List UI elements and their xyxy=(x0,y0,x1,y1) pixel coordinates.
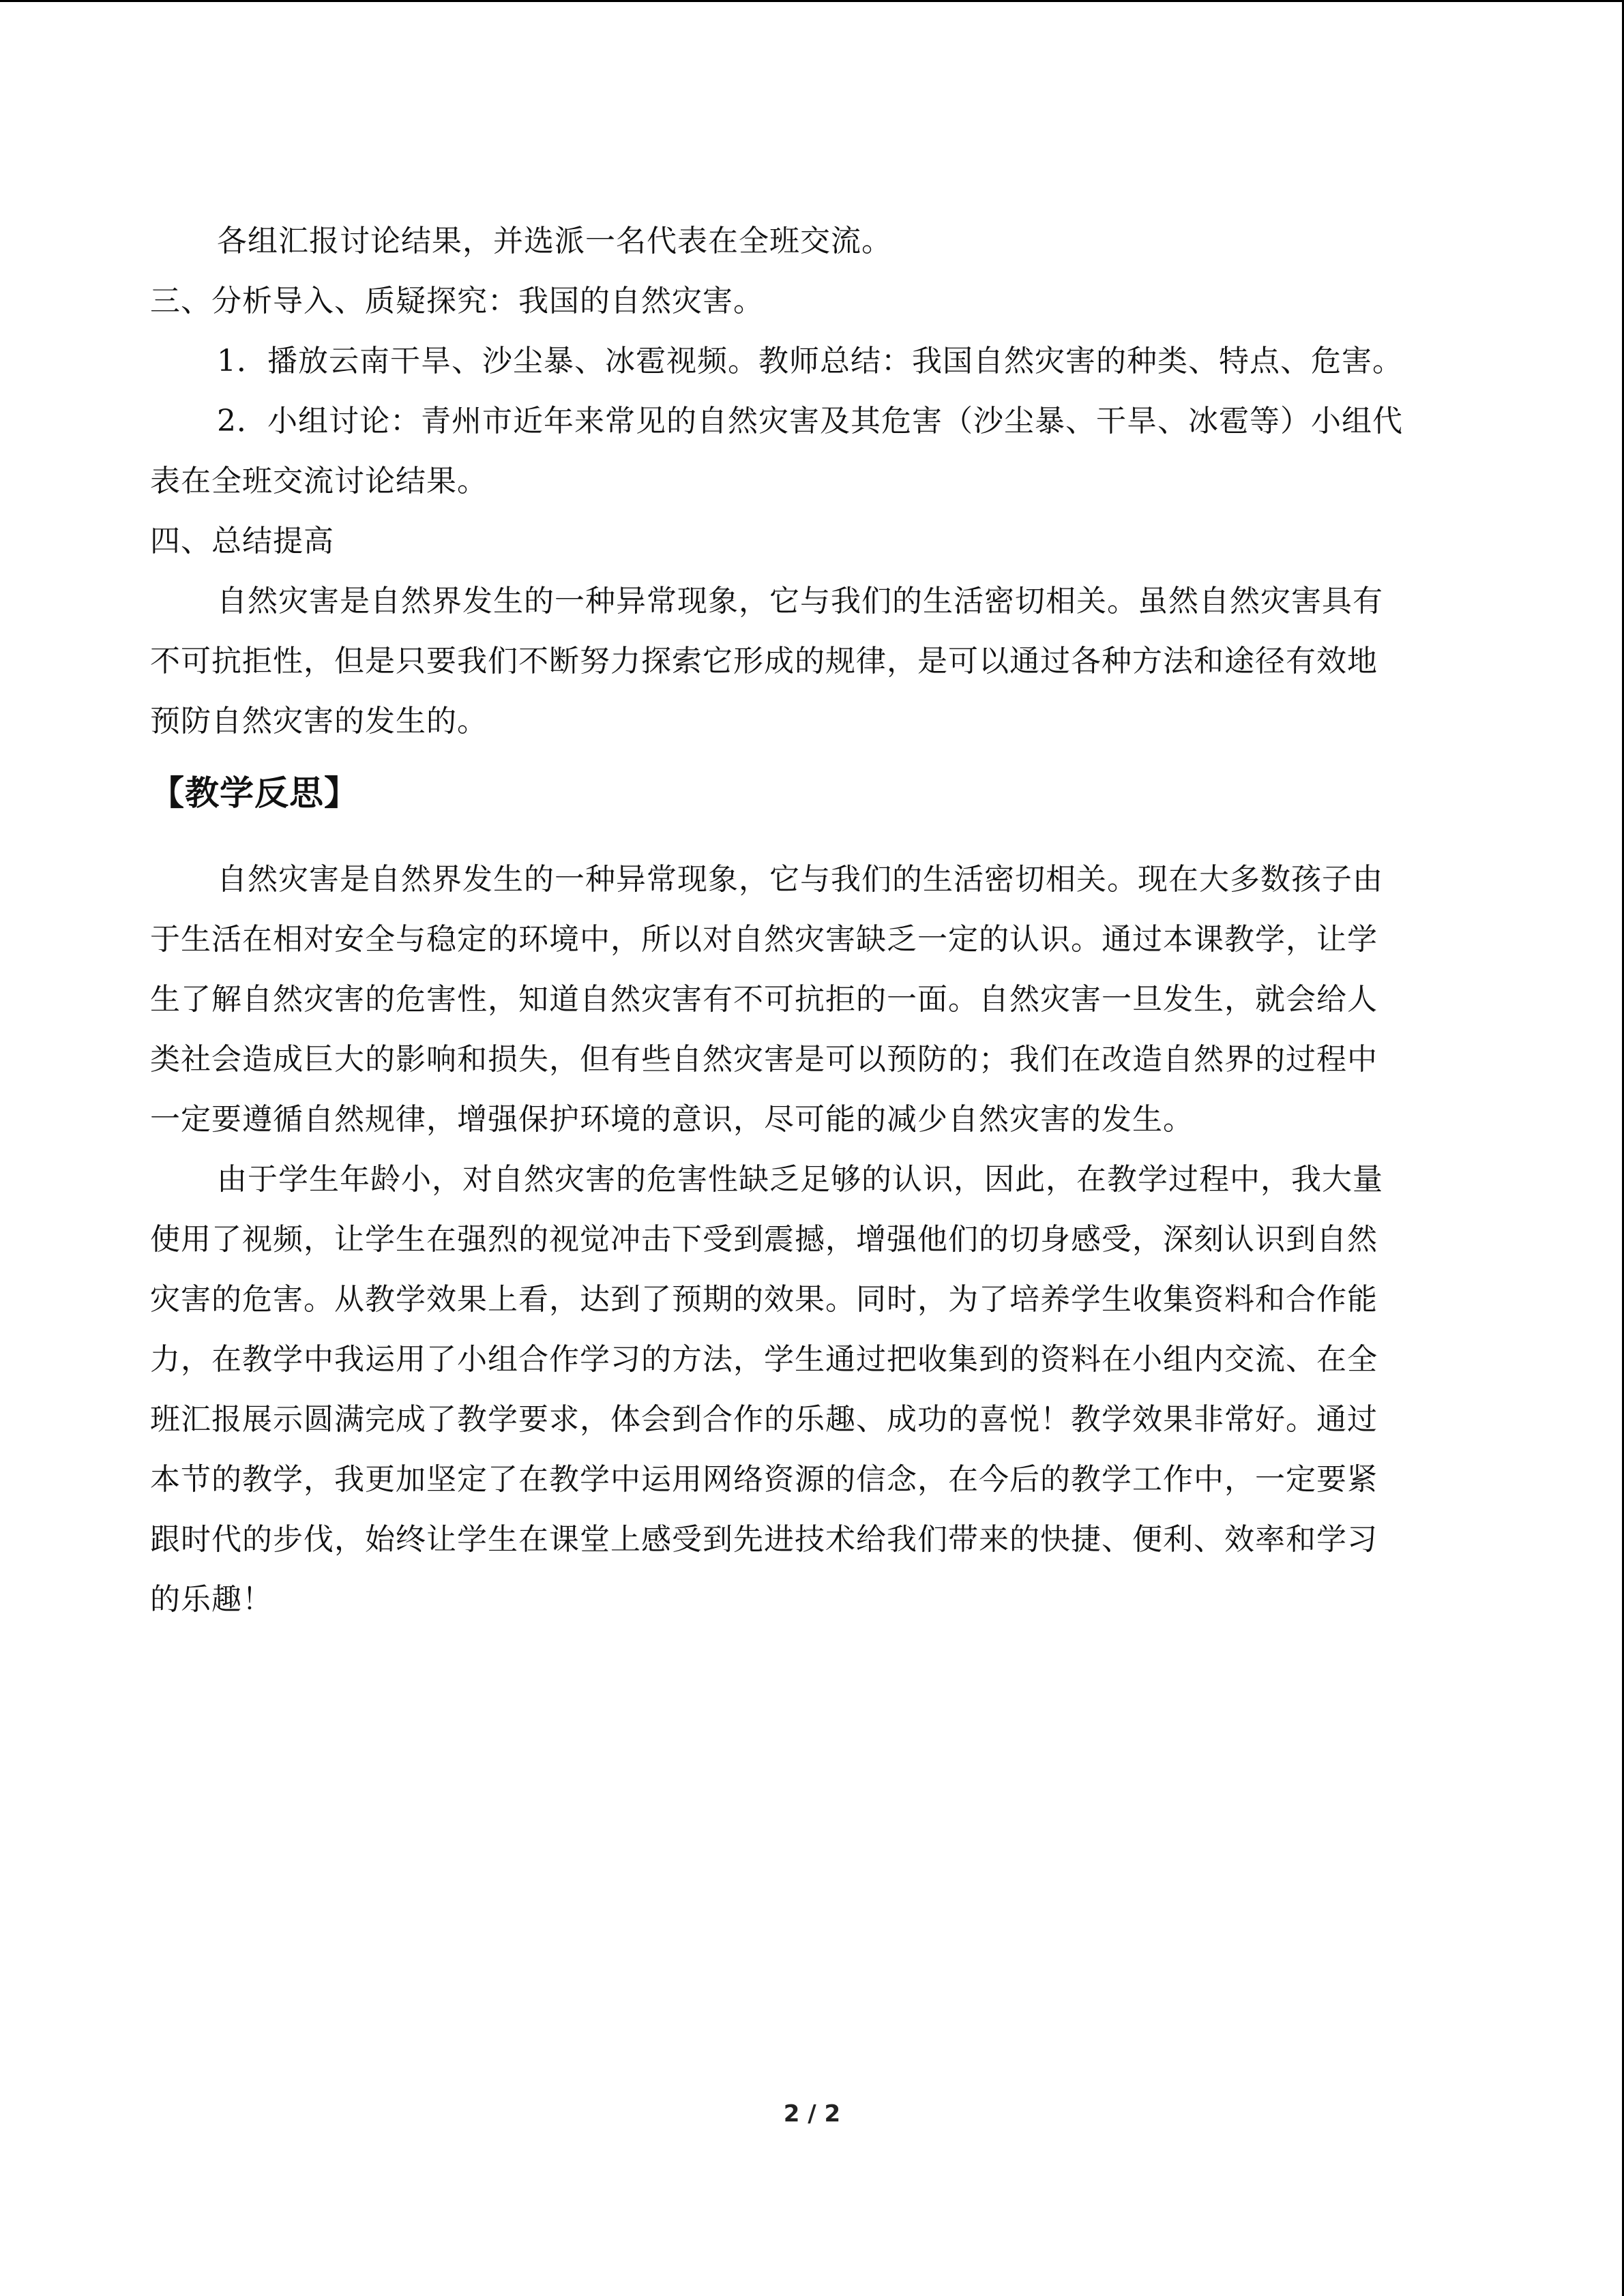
list-item-2: 2．小组讨论：青州市近年来常见的自然灾害及其危害（沙尘暴、干旱、冰雹等）小组代 xyxy=(217,404,1403,438)
summary-paragraph-line: 自然灾害是自然界发生的一种异常现象，它与我们的生活密切相关。虽然自然灾害具有 xyxy=(217,584,1383,618)
reflection-paragraph-line: 自然灾害是自然界发生的一种异常现象，它与我们的生活密切相关。现在大多数孩子由 xyxy=(217,862,1383,897)
page-number: 2 / 2 xyxy=(783,2100,841,2128)
reflection-paragraph-line: 的乐趣！ xyxy=(150,1582,273,1617)
document-body xyxy=(150,211,1480,1630)
page-border-top xyxy=(0,0,1624,2)
list-item-2-continued: 表在全班交流讨论结果。 xyxy=(150,464,488,498)
reflection-paragraph-line: 于生活在相对安全与稳定的环境中，所以对自然灾害缺乏一定的认识。通过本课教学，让学 xyxy=(150,922,1378,957)
reflection-paragraph-line: 灾害的危害。从教学效果上看，达到了预期的效果。同时，为了培养学生收集资料和合作能 xyxy=(150,1282,1378,1317)
reflection-paragraph-line: 本节的教学，我更加坚定了在教学中运用网络资源的信念，在今后的教学工作中，一定要紧 xyxy=(150,1462,1378,1497)
reflection-paragraph-line: 班汇报展示圆满完成了教学要求，体会到合作的乐趣、成功的喜悦！教学效果非常好。通过 xyxy=(150,1402,1378,1437)
list-item-1: 1．播放云南干旱、沙尘暴、冰雹视频。教师总结：我国自然灾害的种类、特点、危害。 xyxy=(217,344,1403,378)
reflection-paragraph-line: 使用了视频，让学生在强烈的视觉冲击下受到震撼，增强他们的切身感受，深刻认识到自然 xyxy=(150,1222,1378,1257)
section-three-title: 三、分析导入、质疑探究：我国的自然灾害。 xyxy=(150,284,764,318)
summary-paragraph-line: 预防自然灾害的发生的。 xyxy=(150,704,488,739)
paragraph-line: 各组汇报讨论结果，并选派一名代表在全班交流。 xyxy=(217,224,892,258)
reflection-paragraph-line: 力，在教学中我运用了小组合作学习的方法，学生通过把收集到的资料在小组内交流、在全 xyxy=(150,1342,1378,1377)
reflection-heading: 【教学反思】 xyxy=(150,773,359,813)
reflection-paragraph-line: 由于学生年龄小，对自然灾害的危害性缺乏足够的认识，因此，在教学过程中，我大量 xyxy=(217,1162,1383,1197)
reflection-paragraph-line: 生了解自然灾害的危害性，知道自然灾害有不可抗拒的一面。自然灾害一旦发生，就会给人 xyxy=(150,982,1378,1017)
section-four-title: 四、总结提高 xyxy=(150,524,334,558)
summary-paragraph-line: 不可抗拒性，但是只要我们不断努力探索它形成的规律，是可以通过各种方法和途径有效地 xyxy=(150,644,1378,679)
reflection-paragraph-line: 跟时代的步伐，始终让学生在课堂上感受到先进技术给我们带来的快捷、便利、效率和学习 xyxy=(150,1522,1378,1557)
reflection-paragraph-line: 一定要遵循自然规律，增强保护环境的意识，尽可能的减少自然灾害的发生。 xyxy=(150,1102,1194,1137)
reflection-paragraph-line: 类社会造成巨大的影响和损失，但有些自然灾害是可以预防的；我们在改造自然界的过程中 xyxy=(150,1042,1378,1077)
